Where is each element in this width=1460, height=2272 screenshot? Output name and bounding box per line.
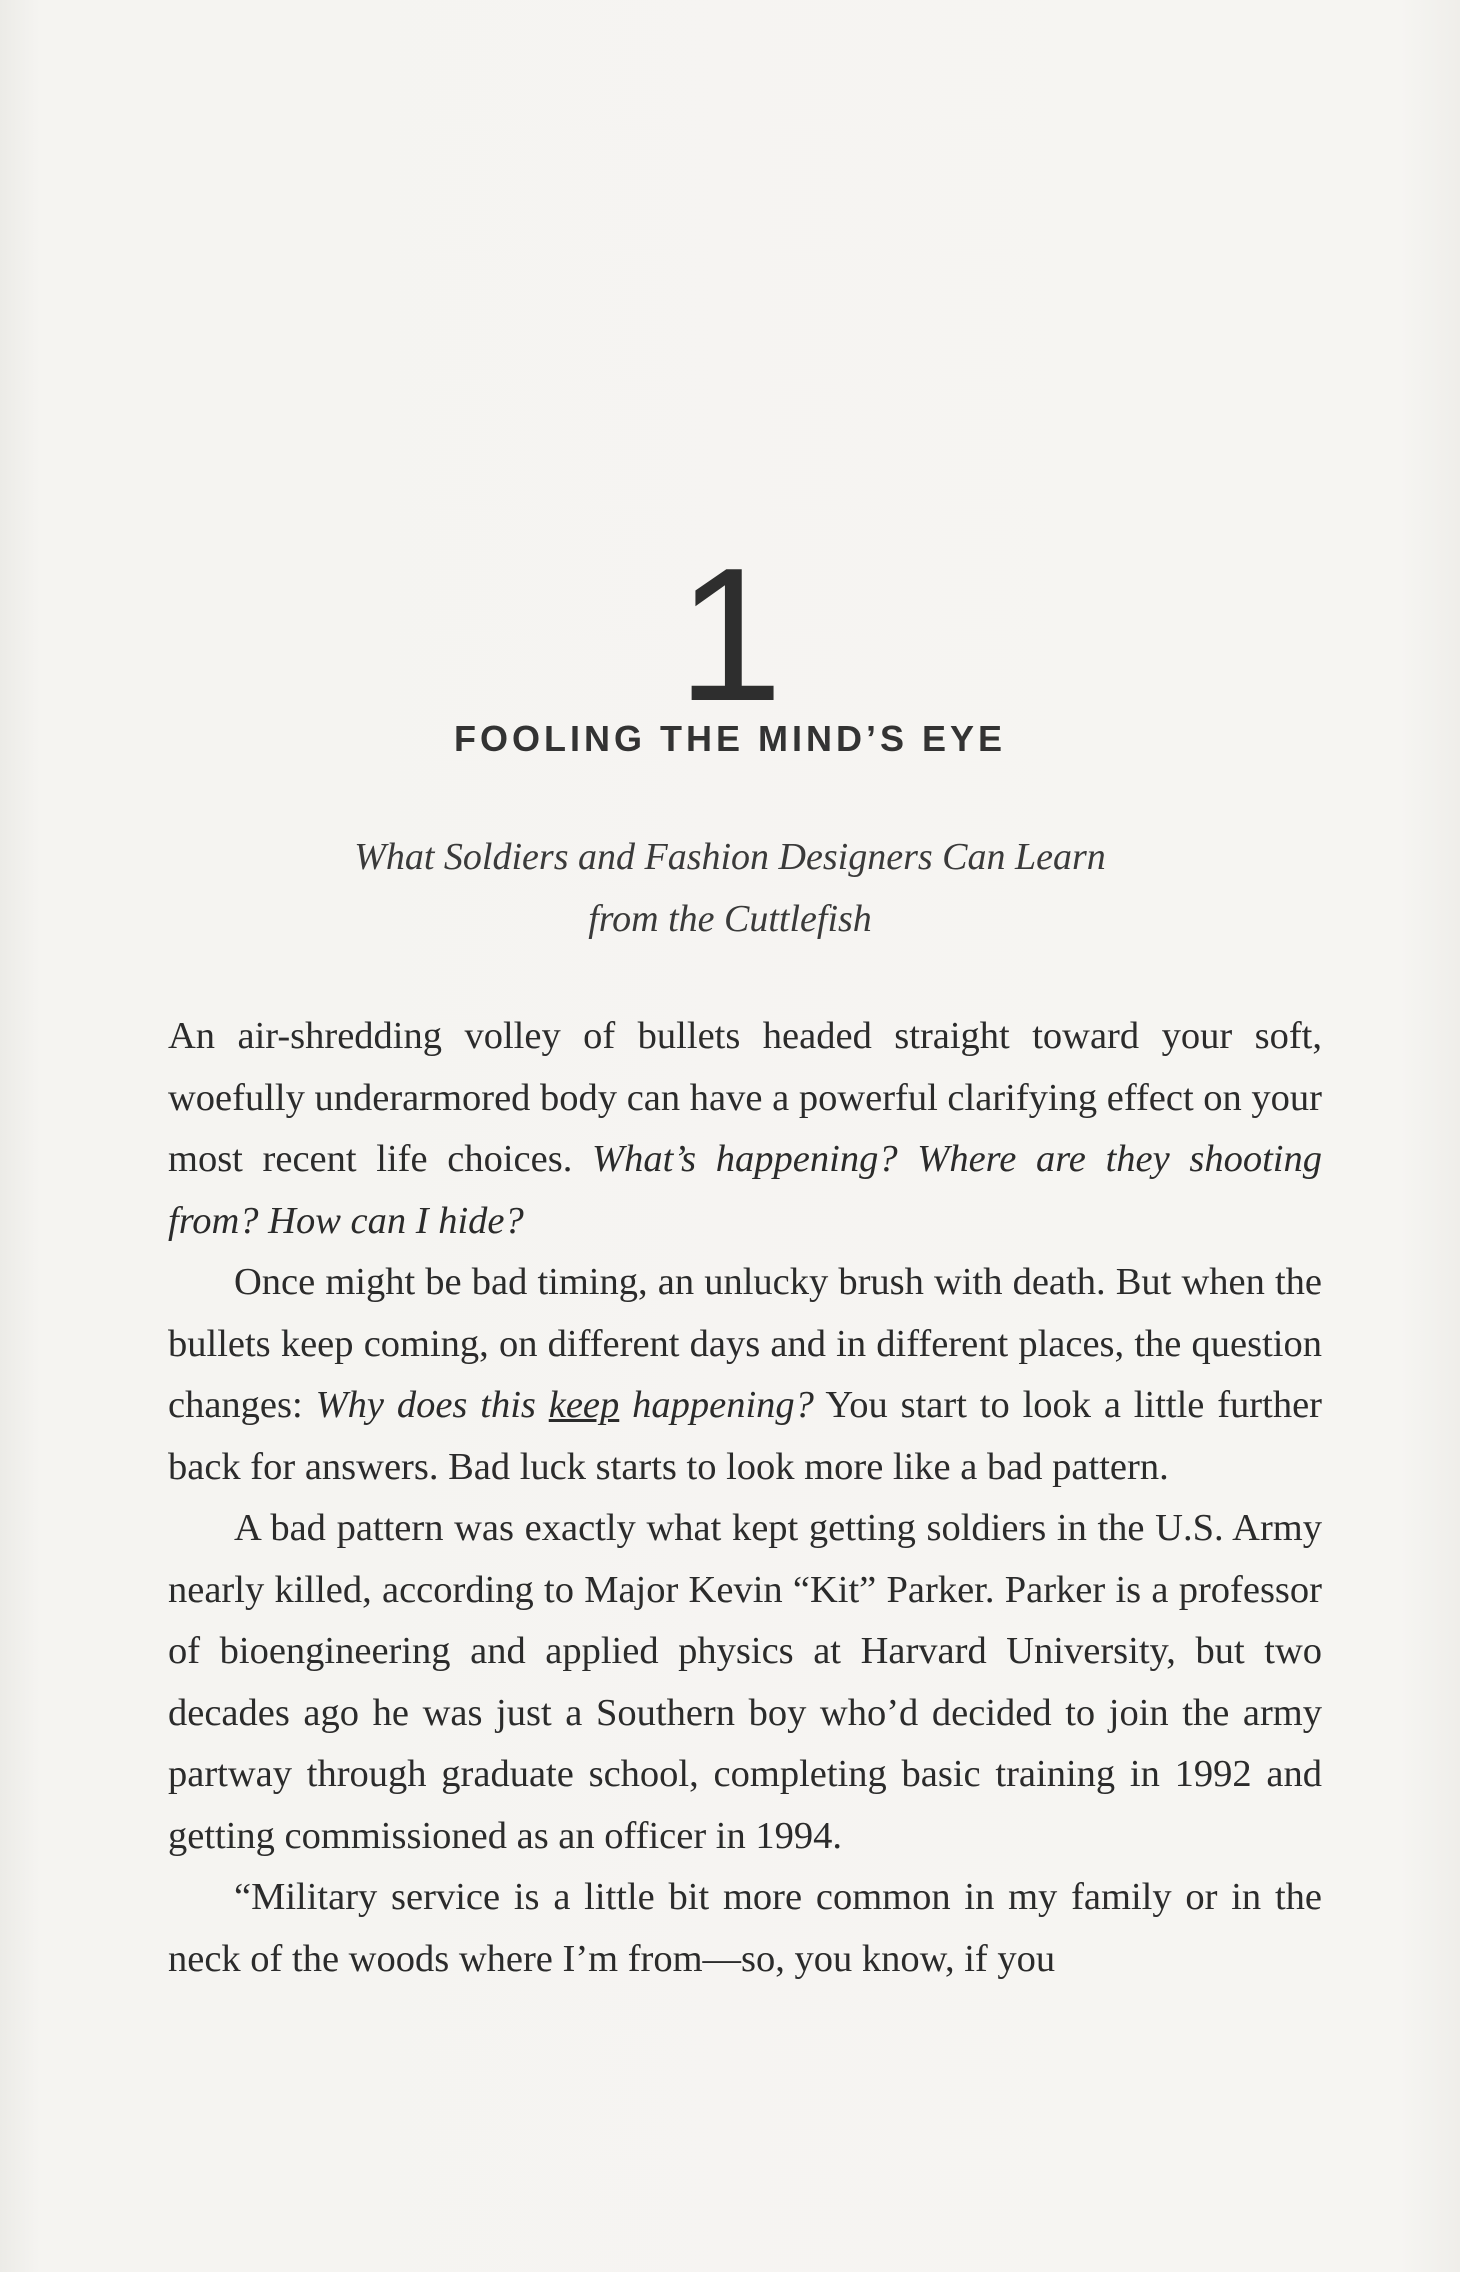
paragraph-4: “Military service is a little bit more common in my family or in the neck of the woods where I’m from—so, you know, if you: [168, 1876, 1322, 1980]
paragraph-2-italic-a: Why does this: [315, 1384, 549, 1426]
paragraph-2: [168, 1252, 1322, 1498]
chapter-number: 1: [677, 529, 783, 741]
paragraph-2-text-b: You start to look a little further back for answers. Bad luck starts to look more like a bad pattern.: [168, 1384, 1322, 1488]
paragraph-1: [168, 1006, 1322, 1252]
subtitle-line-1: What Soldiers and Fashion Designers Can Learn: [354, 836, 1106, 878]
paragraph-1-text: An air-shredding volley of bullets headed straight toward your soft, woefully underarmored body can have a powerful clarifying effect on your most recent life choices.: [168, 1015, 1322, 1180]
chapter-subtitle: [0, 826, 1460, 950]
paragraph-2-italic-b: happening?: [619, 1384, 814, 1426]
paragraph-1-italic: What’s happening? Where are they shooting from? How can I hide?: [168, 1138, 1323, 1242]
body-text: [168, 1006, 1322, 1990]
paragraph-2-underlined-word: keep: [548, 1384, 620, 1426]
paragraph-3: A bad pattern was exactly what kept getting soldiers in the U.S. Army nearly killed, according to Major Kevin “Kit” Parker. Parker is a professor of bioengineering and applied physics at Harvard University, but two decades ago he was just a Southern boy who’d decided to join the army partway through graduate school, completing basic training in 1992 and getting commissioned as an officer in 1994.: [168, 1507, 1322, 1857]
chapter-title: FOOLING THE MIND’S EYE: [453, 718, 1007, 759]
paragraph-2-text-a: Once might be bad timing, an unlucky brush with death. But when the bullets keep coming, on different days and in different places, the question changes:: [168, 1261, 1322, 1426]
subtitle-line-2: from the Cuttlefish: [588, 898, 872, 940]
